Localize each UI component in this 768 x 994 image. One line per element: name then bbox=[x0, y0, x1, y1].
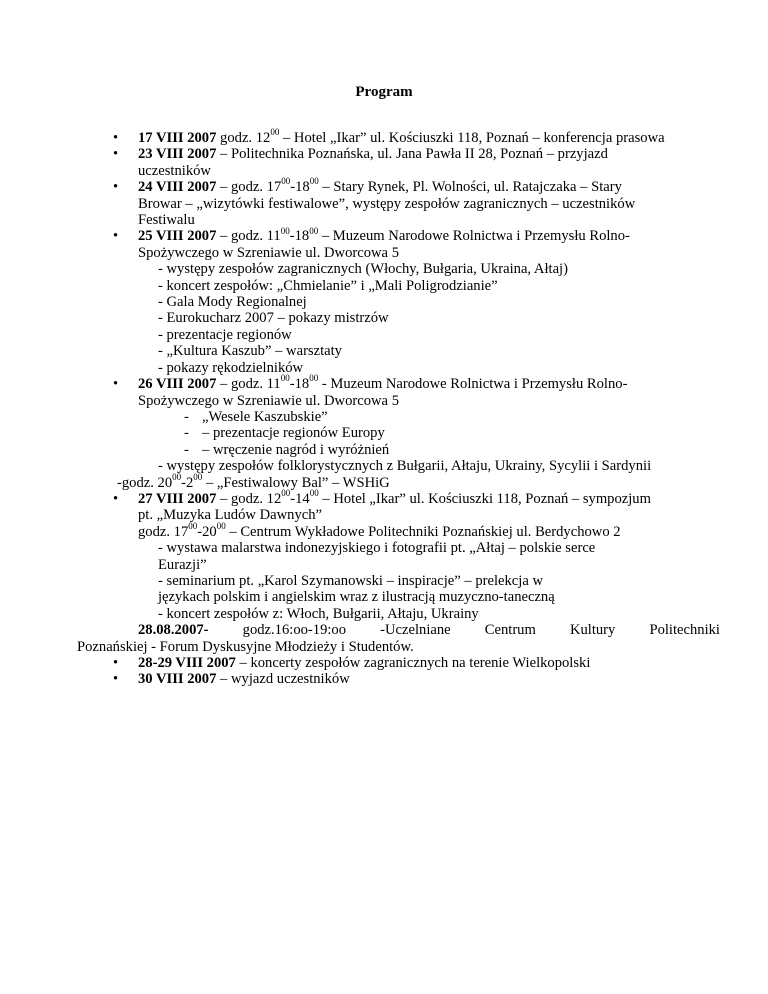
list-item bbox=[0, 146, 668, 179]
sub-item bbox=[138, 409, 668, 425]
list-item bbox=[0, 225, 668, 376]
item-date: 28-29 VIII 2007 bbox=[138, 655, 236, 671]
bal-text: -2 bbox=[181, 474, 194, 491]
item-text: godz. 12 bbox=[216, 130, 271, 146]
item-text: – Muzeum Narodowe Rolnictwa i Przemysłu Rolno-Spożywczego w Szreniawie ul. Dworcowa 5 bbox=[138, 228, 630, 261]
sub-item bbox=[138, 425, 668, 441]
time-sup: 00 bbox=[309, 176, 319, 187]
item-text: – Politechnika Poznańska, ul. Jana Pawła II 28, Poznań – przyjazd uczestników bbox=[138, 146, 608, 179]
godz-text: – Centrum Wykładowe Politechniki Poznańskiej ul. Berdychowo 2 bbox=[225, 523, 621, 540]
line-word: Centrum bbox=[484, 622, 536, 639]
sub-item: - koncert zespołów z: Włoch, Bułgarii, Ałtaju, Ukrainy bbox=[158, 605, 479, 622]
line-word: -Uczelniane bbox=[380, 622, 451, 639]
time-sup: 00 bbox=[309, 373, 319, 384]
time-sup: 00 bbox=[216, 520, 226, 531]
bal-text: – „Festiwalowy Bal” – WSHiG bbox=[202, 474, 390, 491]
list-item bbox=[0, 671, 668, 687]
sub-item: - występy zespołów folklorystycznych z Bułgarii, Ałtaju, Ukrainy, Sycylii i Sardynii bbox=[158, 458, 652, 475]
sub-item: - Eurokucharz 2007 – pokazy mistrzów bbox=[158, 310, 389, 327]
time-sup: 00 bbox=[270, 127, 280, 138]
line-word: Politechniki bbox=[649, 622, 720, 639]
bullet-icon: • bbox=[113, 376, 119, 393]
sub-item-text: – wręczenie nagród i wyróżnień bbox=[202, 441, 390, 458]
item-text: – Stary Rynek, Pl. Wolności, ul. Ratajczaka – Stary Browar – „wizytówki festiwalowe”, występy zespołów zagranicznych – uczestników Festiwalu bbox=[138, 179, 636, 229]
line-28-08-cont: Poznańskiej - Forum Dyskusyjne Młodzieży i Studentów. bbox=[77, 638, 414, 655]
sub-item: - Gala Mody Regionalnej bbox=[158, 294, 307, 311]
list-item bbox=[0, 176, 668, 229]
time-sup: 00 bbox=[281, 488, 291, 499]
time-sup: 00 bbox=[280, 373, 290, 384]
item-text: -18 bbox=[289, 376, 310, 393]
sub-item: - występy zespołów zagranicznych (Włochy, Bułgaria, Ukraina, Ałtaj) bbox=[158, 261, 568, 278]
item-text: – Hotel „Ikar” ul. Kościuszki 118, Poznań – sympozjum pt. „Muzyka Ludów Dawnych” bbox=[138, 490, 651, 524]
bullet-icon: • bbox=[113, 146, 119, 163]
time-sup: 00 bbox=[280, 225, 290, 236]
line-word: Kultury bbox=[569, 622, 616, 639]
page-title: Program bbox=[355, 84, 413, 100]
item-text: -14 bbox=[290, 490, 310, 507]
item-text: – koncerty zespołów zagranicznych na terenie Wielkopolski bbox=[235, 655, 591, 671]
sub-item: - koncert zespołów: „Chmielanie” i „Mali Poligrodzianie” bbox=[158, 277, 498, 294]
time-sup: 00 bbox=[188, 520, 198, 531]
bullet-icon: • bbox=[113, 671, 119, 688]
time-sup: 00 bbox=[309, 488, 319, 499]
dash-mark: - bbox=[184, 441, 189, 458]
item-text: - Muzeum Narodowe Rolnictwa i Przemysłu Rolno-Spożywczego w Szreniawie ul. Dworcowa 5 bbox=[138, 376, 628, 409]
sub-list bbox=[138, 261, 668, 376]
dash-mark: - bbox=[184, 408, 189, 425]
bal-line bbox=[0, 471, 768, 491]
item-date: 27 VIII 2007 bbox=[138, 490, 217, 507]
line-28-08 bbox=[0, 622, 720, 638]
item-date: 25 VIII 2007 bbox=[138, 228, 217, 245]
dash-mark: - bbox=[184, 425, 189, 442]
sub-item: - „Kultura Kaszub” – warsztaty bbox=[158, 343, 342, 360]
time-sup: 00 bbox=[172, 471, 182, 482]
item-text: -18 bbox=[290, 179, 310, 196]
sub-item-text: – prezentacje regionów Europy bbox=[202, 425, 385, 442]
bullet-icon: • bbox=[113, 130, 119, 146]
sub-item-text: „Wesele Kaszubskie” bbox=[202, 408, 328, 425]
bullet-icon: • bbox=[113, 490, 119, 507]
item-text: – godz. 12 bbox=[216, 490, 282, 507]
bullet-icon: • bbox=[113, 228, 119, 245]
list-item bbox=[0, 373, 668, 475]
item-text: – godz. 11 bbox=[216, 376, 281, 393]
line-date: 28.08.2007- bbox=[138, 622, 209, 639]
item-text: – godz. 17 bbox=[216, 179, 282, 196]
item-text: – wyjazd uczestników bbox=[216, 671, 350, 688]
item-text: -18 bbox=[289, 228, 310, 245]
item-date: 26 VIII 2007 bbox=[138, 376, 217, 393]
godz-line bbox=[0, 520, 768, 540]
sub-item bbox=[138, 442, 668, 458]
godz-text: godz. 17 bbox=[138, 523, 189, 540]
bal-text: -godz. 20 bbox=[117, 474, 173, 491]
list-item bbox=[0, 655, 668, 671]
list-item bbox=[0, 488, 668, 524]
item-text: – godz. 11 bbox=[216, 228, 281, 245]
item-date: 17 VIII 2007 bbox=[138, 130, 217, 146]
program-list bbox=[0, 127, 768, 688]
item-date: 30 VIII 2007 bbox=[138, 671, 217, 688]
time-sup: 00 bbox=[193, 471, 203, 482]
sub-item: - wystawa malarstwa indonezyjskiego i fotografii pt. „Ałtaj – polskie serce Eurazji” bbox=[158, 540, 596, 573]
sub-item: - pokazy rękodzielników bbox=[158, 359, 304, 376]
sub-item: - seminarium pt. „Karol Szymanowski – inspiracje” – prelekcja w językach polskim i angielskim wraz z ilustracją muzyczno-taneczną bbox=[158, 572, 555, 606]
item-text: – Hotel „Ikar” ul. Kościuszki 118, Poznań – konferencja prasowa bbox=[279, 130, 665, 146]
sub-item: - prezentacje regionów bbox=[158, 326, 292, 343]
time-sup: 00 bbox=[281, 176, 291, 187]
godz-text: -20 bbox=[197, 523, 217, 540]
bullet-icon: • bbox=[113, 179, 119, 196]
bullet-icon: • bbox=[113, 655, 119, 671]
time-sup: 00 bbox=[309, 225, 319, 236]
line-word: godz.16:oo-19:oo bbox=[242, 622, 347, 639]
list-item bbox=[0, 127, 668, 146]
item-date: 24 VIII 2007 bbox=[138, 179, 217, 196]
item-date: 23 VIII 2007 bbox=[138, 146, 217, 163]
